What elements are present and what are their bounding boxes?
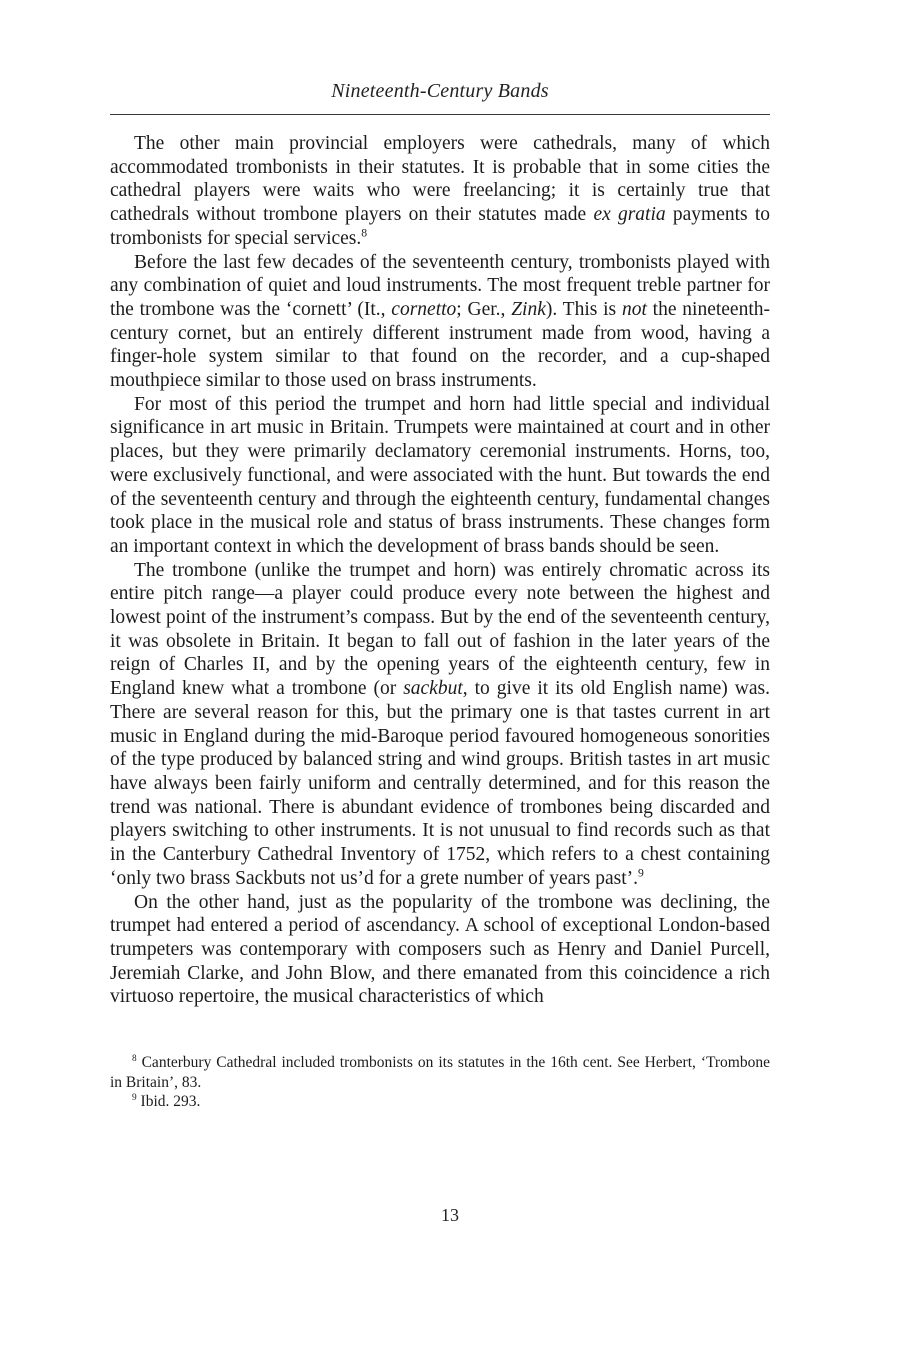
text-segment: The trombone (unlike the trumpet and horn) was entirely chromatic across its entire pitch range—a player could produce every note between the highest and lowest point of the instrument’s compass. But by the end of the seventeenth century, it was obsolete in Britain. It began to fall out of fashion in the later years of the reign of Charles II, and by the opening years of the eighteenth century, few in England knew what a trombone (or <box>110 559 770 700</box>
header-rule <box>110 114 770 115</box>
footnote-marker: 9 <box>132 1092 137 1103</box>
italic-text: sackbut <box>403 678 463 700</box>
text-segment: payments to trombonists for special services. <box>110 204 771 249</box>
footnotes <box>110 1053 770 1112</box>
paragraph <box>110 393 770 559</box>
italic-text: ex gratia <box>593 204 666 226</box>
footnote <box>110 1053 770 1092</box>
text-segment: the nineteenth-century cornet, but an entirely different instrument made from wood, having a finger-hole system similar to that found on the recorder, and a cup-shaped mouthpiece similar to those used on brass instruments. <box>110 298 770 392</box>
italic-text: Zink <box>511 298 546 320</box>
italic-text: not <box>621 298 647 320</box>
page-number: 13 <box>441 1205 459 1225</box>
running-head-title: Nineteenth-Century Bands <box>331 80 549 102</box>
text-segment: ; Ger., <box>456 298 512 320</box>
text-segment: The other main provincial employers were cathedrals, many of which accommodated trombonists in their statutes. It is probable that in some cities the cathedral players were waits who were freelancing; it is certainly true that cathedrals without trombone players on their statutes made <box>110 133 770 226</box>
footnote <box>110 1092 770 1112</box>
footnote-marker: 9 <box>638 866 644 880</box>
body-text <box>110 132 770 1009</box>
footnote-marker: 8 <box>132 1053 137 1064</box>
running-head <box>110 80 770 115</box>
text-segment: On the other hand, just as the popularity of the trombone was declining, the trumpet had entered a period of ascendancy. A school of exceptional London-based trumpeters was contemporary with composers such as Henry and Daniel Purcell, Jeremiah Clarke, and John Blow, and there emanated from this coincidence a rich virtuoso repertoire, the musical characteristics of which <box>110 891 770 1008</box>
text-segment: Before the last few decades of the seventeenth century, trombonists played with any combination of quiet and loud instruments. The most frequent treble partner for the trombone was the ‘cornett’ (It., <box>110 251 770 320</box>
text-segment: ). This is <box>545 298 622 320</box>
text-segment: , to give it its old English name) was. There are several reason for this, but the primary one is that tastes current in art music in England during the mid-Baroque period favoured homogeneous sonorities of the type produced by balanced string and wind groups. British tastes in art music have always been fairly uniform and centrally determined, and for this reason the trend was national. There is abundant evidence of trombones being discarded and players switching to other instruments. It is not unusual to find records such as that in the Canterbury Cathedral Inventory of 1752, which refers to a chest containing ‘only two brass Sackbuts not us’d for a grete number of years past’. <box>110 678 770 889</box>
italic-text: cornetto <box>391 298 457 320</box>
text-segment: For most of this period the trumpet and horn had little special and individual significance in art music in Britain. Trumpets were maintained at court and in other places, but they were primarily declamatory ceremonial instruments. Horns, too, were exclusively functional, and were associated with the hunt. But towards the end of the seventeenth century and through the eighteenth century, fundamental changes took place in the musical role and status of brass instruments. These changes form an important context in which the development of brass bands should be seen. <box>110 393 770 557</box>
paragraph <box>110 251 770 393</box>
text-segment: Ibid. 293. <box>136 1093 201 1111</box>
paragraph <box>110 132 770 251</box>
paragraph <box>110 891 770 1010</box>
paragraph <box>110 559 770 891</box>
footnote-marker: 8 <box>361 226 368 240</box>
text-segment: Canterbury Cathedral included trombonists on its statutes in the 16th cent. See Herbert, ‘Trombone in Britain’, 83. <box>110 1054 770 1091</box>
